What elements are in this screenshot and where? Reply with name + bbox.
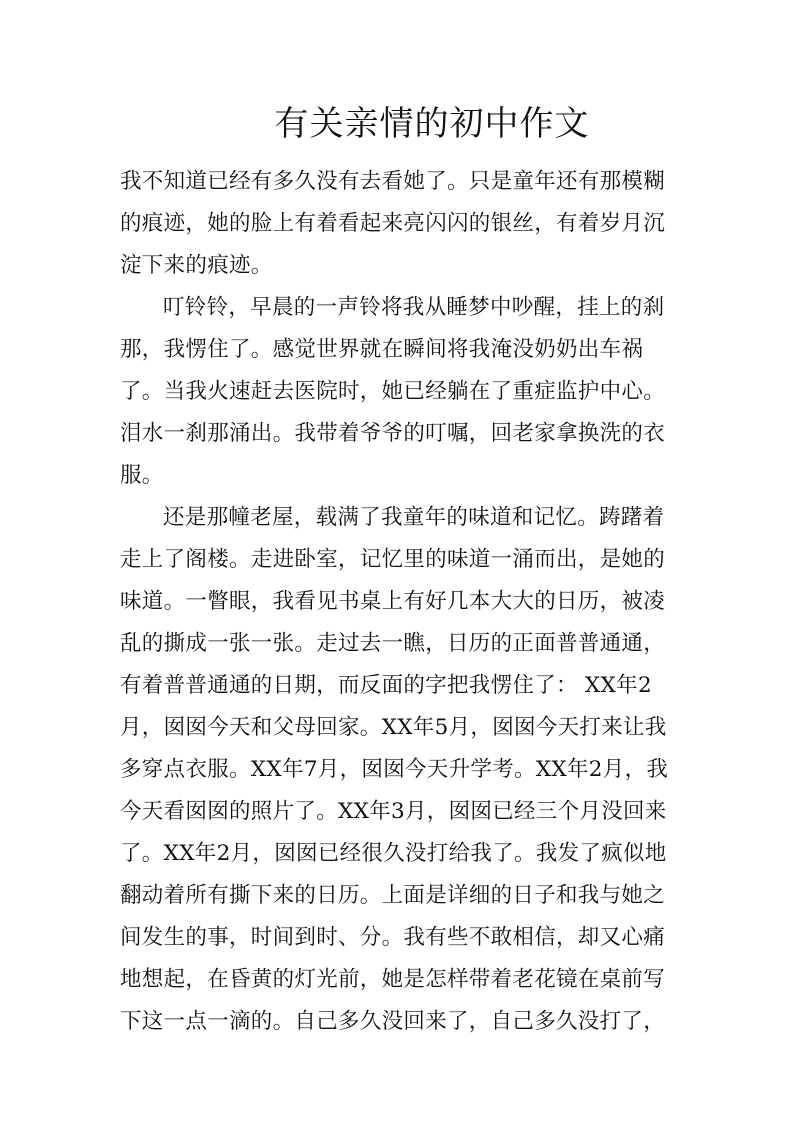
text-line: 服。 — [120, 463, 164, 488]
text-line: 间发生的事，时间到时、分。我有些不敢相信，却又心痛 — [120, 925, 666, 950]
text-line: 味道。一瞥眼，我看见书桌上有好几本大大的日历，被凌 — [120, 589, 666, 614]
text-line: 多穿点衣服。XX年7月，囡囡今天升学考。XX年2月，我 — [120, 757, 669, 782]
text-line: 月，囡囡今天和父母回家。XX年5月，囡囡今天打来让我 — [120, 715, 667, 740]
paragraph-first-line: 还是那幢老屋，载满了我童年的味道和记忆。踌躇着 — [163, 505, 665, 530]
text-line: 乱的撕成一张一张。走过去一瞧，日历的正面普普通通， — [120, 631, 666, 656]
text-line: 有着普普通通的日期，而反面的字把我愣住了： XX年2 — [120, 673, 652, 698]
text-line: 走上了阁楼。走进卧室，记忆里的味道一涌而出，是她的 — [120, 547, 666, 572]
text-line: 了。XX年2月，囡囡已经很久没打给我了。我发了疯似地 — [120, 841, 667, 866]
text-line: 泪水一刹那涌出。我带着爷爷的叮嘱，回老家拿换洗的衣 — [120, 421, 666, 446]
text-line: 我不知道已经有多久没有去看她了。只是童年还有那模糊 — [120, 169, 666, 194]
document-title: 有关亲情的初中作文 — [274, 104, 590, 144]
text-line: 淀下来的痕迹。 — [120, 253, 273, 278]
text-line: 今天看囡囡的照片了。XX年3月，囡囡已经三个月没回来 — [120, 799, 667, 824]
text-line: 下这一点一滴的。自己多久没回来了，自己多久没打了， — [120, 1009, 666, 1034]
text-line: 地想起，在昏黄的灯光前，她是怎样带着老花镜在桌前写 — [120, 967, 666, 992]
text-line: 翻动着所有撕下来的日历。上面是详细的日子和我与她之 — [120, 883, 666, 908]
text-line: 的痕迹，她的脸上有着看起来亮闪闪的银丝，有着岁月沉 — [120, 211, 666, 236]
text-line: 那，我愣住了。感觉世界就在瞬间将我淹没奶奶出车祸 — [120, 337, 644, 362]
paragraph-first-line: 叮铃铃，早晨的一声铃将我从睡梦中吵醒，挂上的刹 — [163, 295, 665, 320]
text-line: 了。当我火速赶去医院时，她已经躺在了重症监护中心。 — [120, 379, 666, 404]
